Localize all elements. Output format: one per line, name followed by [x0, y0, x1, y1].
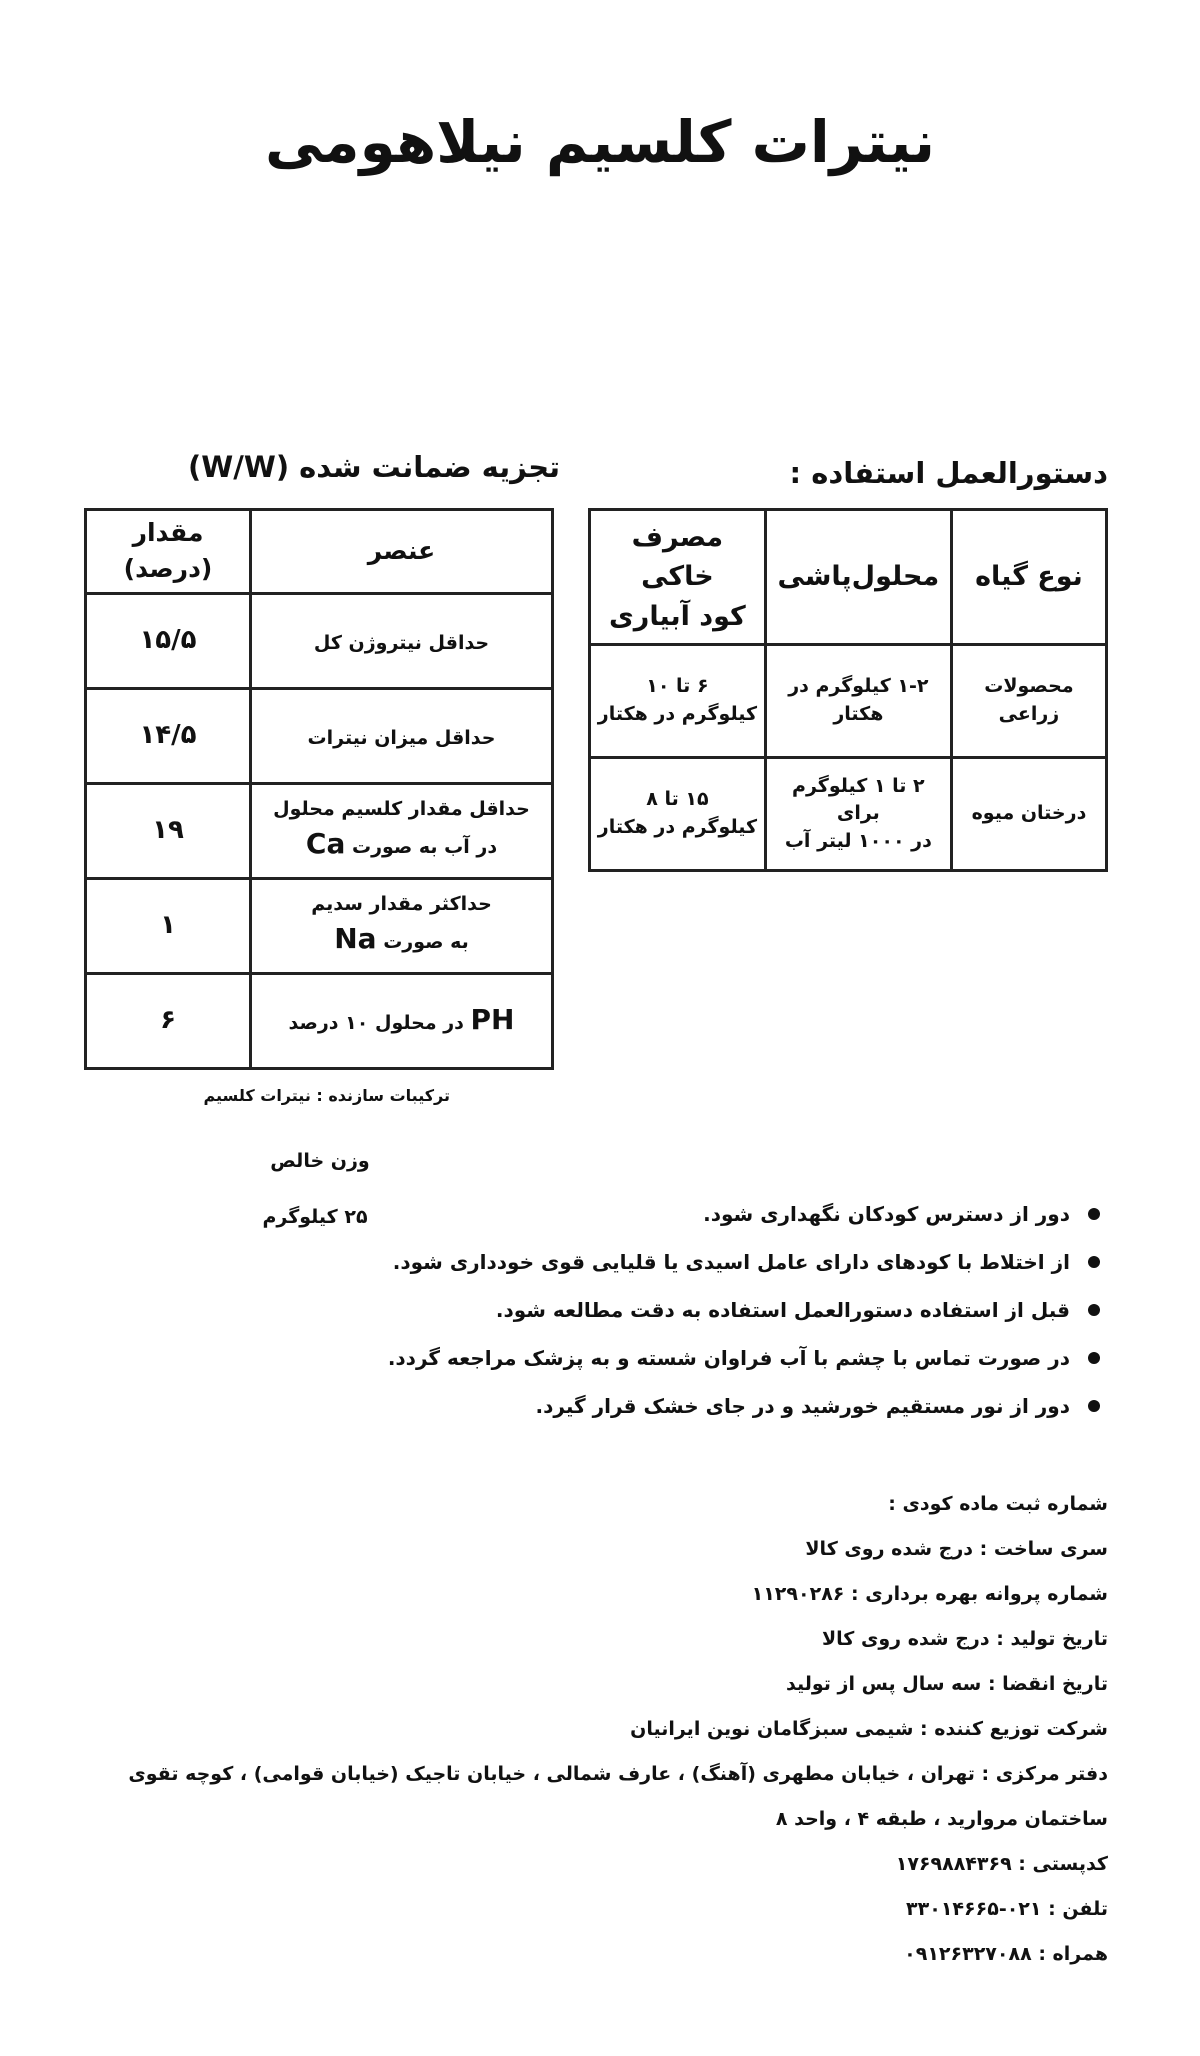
table-row	[86, 878, 553, 973]
table-row	[86, 783, 553, 878]
analysis-value: ۶	[86, 973, 251, 1068]
usage-cell: درختان میوه	[951, 758, 1106, 871]
usage-table	[588, 508, 1108, 872]
net-weight-label: وزن خالص	[270, 1150, 370, 1172]
batch-number: سری ساخت : درج شده روی کالا	[805, 1538, 1108, 1560]
bullet-icon	[1088, 1256, 1100, 1268]
usage-header-plant: نوع گیاه	[951, 510, 1106, 645]
usage-header-soil: مصرف خاکی کود آبیاری	[590, 510, 766, 645]
expiry-date: تاریخ انقضا : سه سال پس از تولید	[786, 1673, 1108, 1695]
analysis-value: ۱۵/۵	[86, 593, 251, 688]
net-weight-value: ۲۵ کیلوگرم	[262, 1206, 368, 1228]
table-row	[590, 645, 1107, 758]
analysis-value: ۱۹	[86, 783, 251, 878]
postal-code: کدپستی : ۱۷۶۹۸۸۴۳۶۹	[895, 1853, 1108, 1875]
usage-header-row	[590, 510, 1107, 645]
bullet-icon	[1088, 1304, 1100, 1316]
bullet-icon	[1088, 1352, 1100, 1364]
list-item: دور از دسترس کودکان نگهداری شود.	[380, 1190, 1100, 1238]
analysis-element: حداقل مقدار کلسیم محلول در آب به صورت Ca	[251, 783, 553, 878]
analysis-header-row	[86, 510, 553, 594]
list-item: دور از نور مستقیم خورشید و در جای خشک قرار گیرد.	[380, 1382, 1100, 1430]
list-item: قبل از استفاده دستورالعمل استفاده به دقت مطالعه شود.	[380, 1286, 1100, 1334]
safety-notes-list	[380, 1190, 1100, 1430]
analysis-element: حداکثر مقدار سدیم به صورت Na	[251, 878, 553, 973]
analysis-element: حداقل نیتروژن کل	[251, 593, 553, 688]
analysis-value: ۱۴/۵	[86, 688, 251, 783]
phone: تلفن : ۰۲۱-۳۳۰۱۴۶۶۵	[906, 1898, 1108, 1920]
license-number: شماره پروانه بهره برداری : ۱۱۲۹۰۲۸۶	[751, 1583, 1108, 1605]
office-address-line2: ساختمان مروارید ، طبقه ۴ ، واحد ۸	[775, 1808, 1108, 1830]
ingredients-note: ترکیبات سازنده : نیترات کلسیم	[203, 1086, 450, 1105]
list-item: از اختلاط با کودهای دارای عامل اسیدی یا قلیایی قوی خودداری شود.	[380, 1238, 1100, 1286]
analysis-value: ۱	[86, 878, 251, 973]
table-row	[86, 688, 553, 783]
analysis-heading: تجزیه ضمانت شده (W/W)	[187, 450, 560, 484]
bullet-icon	[1088, 1208, 1100, 1220]
analysis-table	[84, 508, 554, 1070]
product-info	[108, 1482, 1108, 1977]
usage-cell: ۱-۲ کیلوگرم در هکتار	[765, 645, 951, 758]
registration-number: شماره ثبت ماده کودی :	[888, 1493, 1108, 1515]
usage-cell: ۶ تا ۱۰ کیلوگرم در هکتار	[590, 645, 766, 758]
list-item: در صورت تماس با چشم با آب فراوان شسته و به پزشک مراجعه گردد.	[380, 1334, 1100, 1382]
usage-cell: ۲ تا ۱ کیلوگرم برای در ۱۰۰۰ لیتر آب	[765, 758, 951, 871]
usage-cell: ۱۵ تا ۸ کیلوگرم در هکتار	[590, 758, 766, 871]
usage-heading: دستورالعمل استفاده :	[789, 456, 1108, 490]
bullet-icon	[1088, 1400, 1100, 1412]
usage-header-foliar: محلول‌پاشی	[765, 510, 951, 645]
analysis-header-value: مقدار (درصد)	[86, 510, 251, 594]
distributor: شرکت توزیع کننده : شیمی سبزگامان نوین ایرانیان	[630, 1718, 1108, 1740]
analysis-element: حداقل میزان نیترات	[251, 688, 553, 783]
usage-cell: محصولات زراعی	[951, 645, 1106, 758]
analysis-header-element: عنصر	[251, 510, 553, 594]
mobile: همراه : ۰۹۱۲۶۳۲۷۰۸۸	[904, 1943, 1108, 1965]
production-date: تاریخ تولید : درج شده روی کالا	[822, 1628, 1108, 1650]
office-address: دفتر مرکزی : تهران ، خیابان مطهری (آهنگ) ، عارف شمالی ، خیابان تاجیک (خیابان قوامی) ، کوچه تقوی	[128, 1763, 1108, 1785]
product-title: نیترات کلسیم نیلاهومی	[264, 108, 935, 176]
table-row	[86, 593, 553, 688]
table-row	[590, 758, 1107, 871]
analysis-element: PH در محلول ۱۰ درصد	[251, 973, 553, 1068]
table-row	[86, 973, 553, 1068]
